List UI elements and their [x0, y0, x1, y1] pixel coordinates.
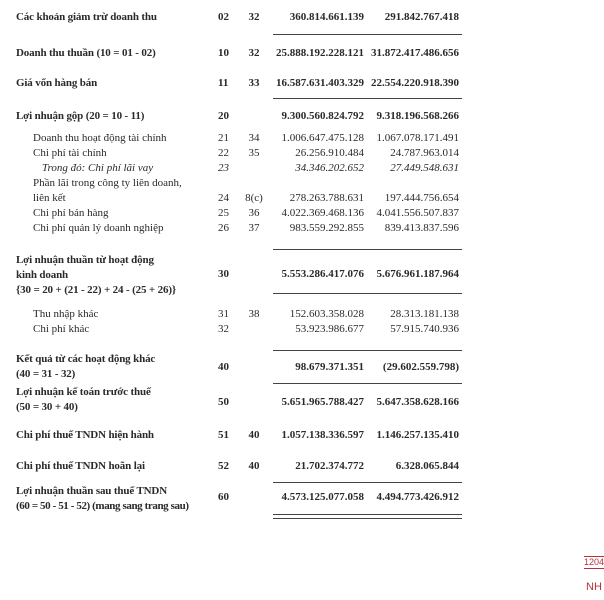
current-value: 98.679.371.351	[295, 361, 364, 373]
current-value: 53.923.986.677	[295, 323, 364, 335]
row-label: Chi phí bán hàng	[33, 207, 109, 219]
row-label: Lợi nhuận thuần sau thuế TNDN	[16, 485, 168, 497]
row-label: Các khoản giảm trừ doanh thu	[16, 11, 157, 23]
row-note: 38	[248, 308, 260, 320]
row-note: 32	[248, 11, 260, 23]
subtotal-line	[273, 34, 462, 35]
current-value: 34.346.202.652	[295, 162, 364, 174]
row-code: 23	[218, 162, 229, 174]
current-value: 16.587.631.403.329	[276, 77, 364, 89]
prior-value: 4.041.556.507.837	[376, 207, 459, 219]
row-code: 52	[218, 460, 229, 472]
row-note: 8(c)	[245, 192, 263, 204]
subtotal-line	[273, 98, 462, 99]
row-label: Chi phí thuế TNDN hiện hành	[16, 429, 154, 441]
row-label: {30 = 20 + (21 - 22) + 24 - (25 + 26)}	[16, 284, 177, 296]
row-label: Thu nhập khác	[33, 308, 99, 320]
prior-value: 197.444.756.654	[384, 192, 459, 204]
row-note: 40	[248, 429, 260, 441]
row-note: 33	[248, 77, 260, 89]
row-note: 34	[248, 132, 260, 144]
row-code: 30	[218, 268, 229, 280]
row-label: Doanh thu thuần (10 = 01 - 02)	[16, 47, 156, 59]
prior-value: 291.842.767.418	[384, 11, 459, 23]
prior-value: 27.449.548.631	[390, 162, 459, 174]
row-code: 51	[218, 429, 229, 441]
subtotal-line	[273, 249, 462, 250]
current-value: 4.573.125.077.058	[281, 491, 364, 503]
current-value: 278.263.788.631	[289, 192, 364, 204]
row-note: 40	[248, 460, 260, 472]
total-double-line	[273, 514, 462, 519]
row-code: 40	[218, 361, 229, 373]
row-label: Lợi nhuận kế toán trước thuế	[16, 386, 151, 398]
row-code: 20	[218, 110, 229, 122]
row-label: Chi phí quản lý doanh nghiệp	[33, 222, 164, 234]
row-label: Chi phí thuế TNDN hoãn lại	[16, 460, 145, 472]
row-code: 11	[218, 77, 229, 89]
row-label: kinh doanh	[16, 269, 69, 281]
row-code: 21	[218, 132, 229, 144]
row-label: Lợi nhuận gộp (20 = 10 - 11)	[16, 110, 145, 122]
current-value: 1.006.647.475.128	[281, 132, 364, 144]
row-note: 36	[248, 207, 260, 219]
subtotal-line	[273, 350, 462, 351]
prior-value: 5.647.358.628.166	[376, 396, 459, 408]
row-code: 60	[218, 491, 229, 503]
row-label: liên kết	[33, 192, 66, 204]
prior-value: 57.915.740.936	[390, 323, 459, 335]
row-label: Chi phí tài chính	[33, 147, 107, 159]
row-code: 32	[218, 323, 229, 335]
prior-value: 1.067.078.171.491	[376, 132, 459, 144]
row-code: 50	[218, 396, 229, 408]
subtotal-line	[273, 293, 462, 294]
stamp-fragment-bottom: NH	[586, 581, 602, 593]
prior-value: 6.328.065.844	[395, 460, 459, 472]
current-value: 25.888.192.228.121	[276, 47, 364, 59]
prior-value: 5.676.961.187.964	[376, 268, 459, 280]
row-label: Doanh thu hoạt động tài chính	[33, 132, 167, 144]
prior-value: 9.318.196.568.266	[376, 110, 459, 122]
row-code: 31	[218, 308, 229, 320]
row-code: 10	[218, 47, 229, 59]
row-note: 37	[248, 222, 260, 234]
current-value: 26.256.910.484	[295, 147, 364, 159]
row-label: Phần lãi trong công ty liên doanh,	[33, 177, 182, 189]
row-label: (60 = 50 - 51 - 52) (mang sang trang sau)	[16, 500, 189, 512]
subtotal-line	[273, 482, 462, 483]
current-value: 5.651.965.788.427	[281, 396, 364, 408]
current-value: 5.553.286.417.076	[281, 268, 364, 280]
prior-value: 4.494.773.426.912	[376, 491, 459, 503]
row-label: (50 = 30 + 40)	[16, 401, 78, 413]
row-note: 32	[248, 47, 260, 59]
current-value: 21.702.374.772	[295, 460, 364, 472]
row-code: 26	[218, 222, 229, 234]
prior-value: 22.554.220.918.390	[371, 77, 459, 89]
row-code: 24	[218, 192, 229, 204]
row-note: 35	[248, 147, 260, 159]
subtotal-line	[273, 383, 462, 384]
current-value: 360.814.661.139	[289, 11, 364, 23]
row-label: (40 = 31 - 32)	[16, 368, 76, 380]
current-value: 4.022.369.468.136	[281, 207, 364, 219]
prior-value: 28.313.181.138	[390, 308, 459, 320]
row-label: Kết quả từ các hoạt động khác	[16, 353, 156, 365]
prior-value: 24.787.963.014	[390, 147, 459, 159]
row-label: Giá vốn hàng bán	[16, 77, 98, 89]
row-label: Lợi nhuận thuần từ hoạt động	[16, 254, 154, 266]
current-value: 152.603.358.028	[289, 308, 364, 320]
prior-value: 839.413.837.596	[384, 222, 459, 234]
row-code: 02	[218, 11, 229, 23]
row-code: 22	[218, 147, 229, 159]
row-label: Trong đó: Chi phí lãi vay	[42, 162, 154, 174]
prior-value: 1.146.257.135.410	[376, 429, 459, 441]
stamp-fragment-top: 1204	[584, 557, 604, 567]
current-value: 9.300.560.824.792	[281, 110, 364, 122]
row-label: Chi phí khác	[33, 323, 90, 335]
current-value: 983.559.292.855	[289, 222, 364, 234]
prior-value: (29.602.559.798)	[382, 361, 459, 373]
prior-value: 31.872.417.486.656	[371, 47, 459, 59]
row-code: 25	[218, 207, 229, 219]
current-value: 1.057.138.336.597	[281, 429, 364, 441]
